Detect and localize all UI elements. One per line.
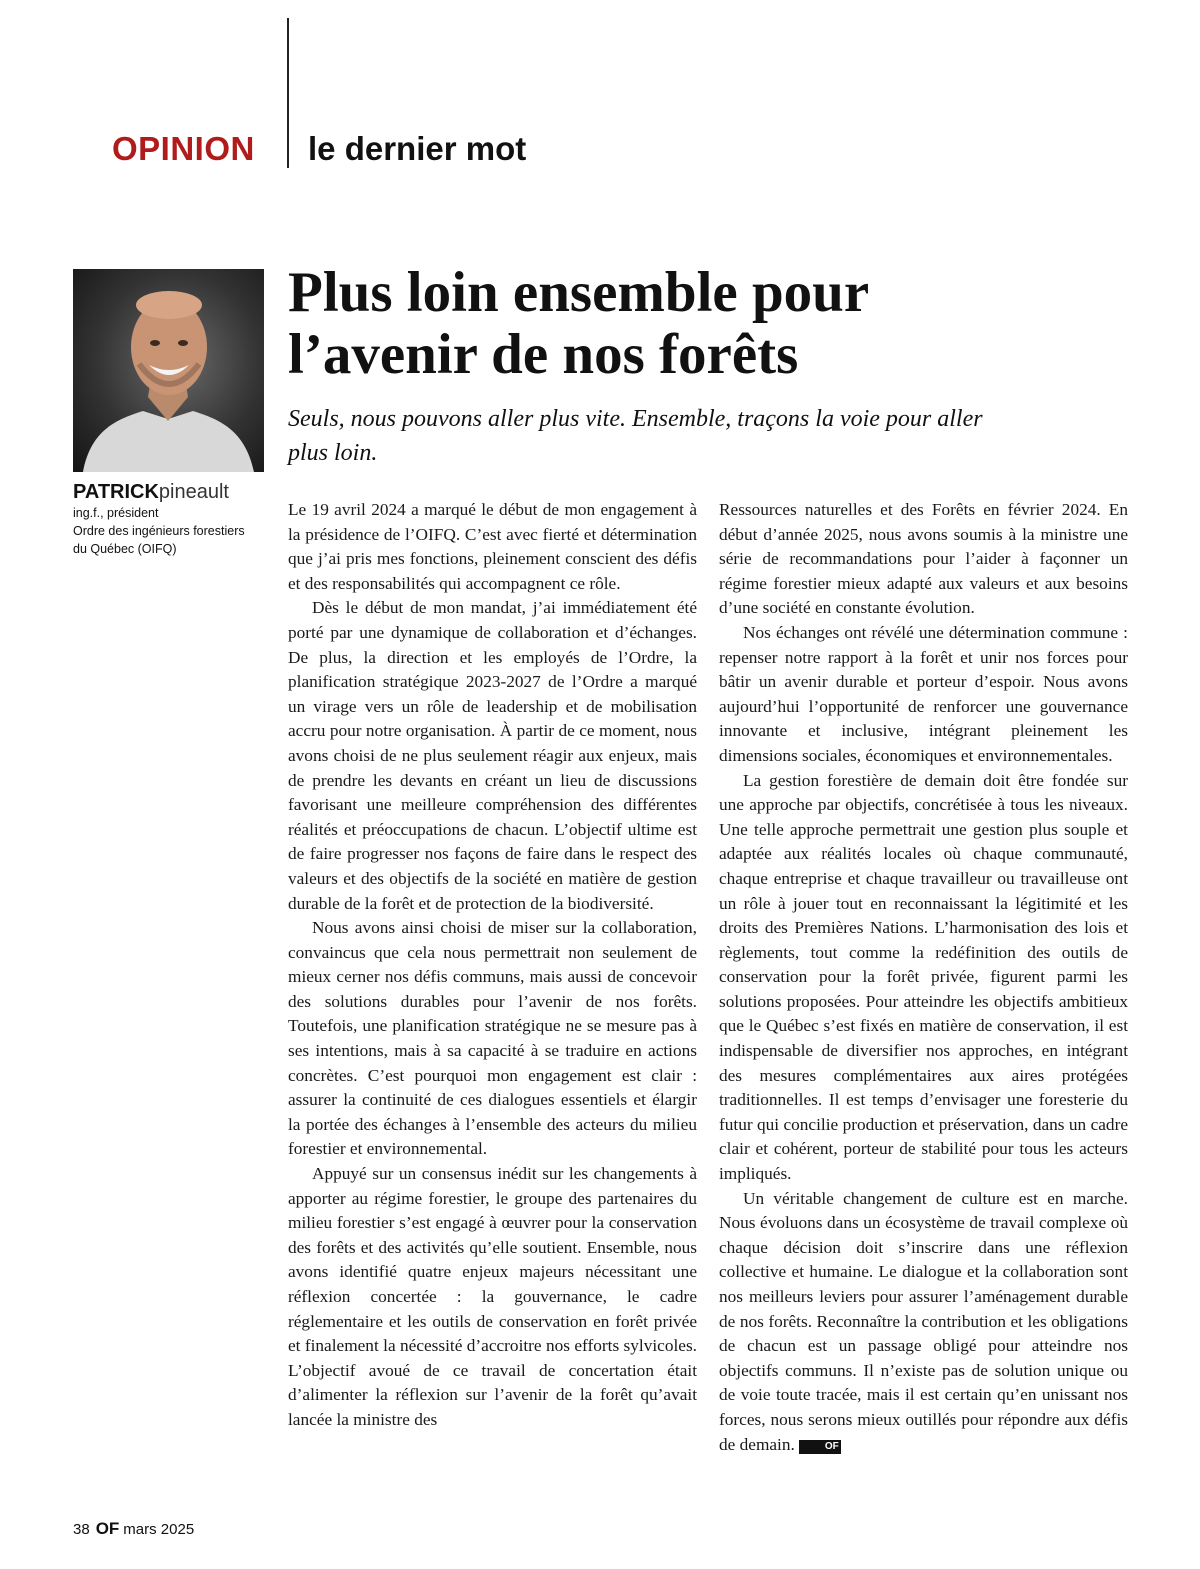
paragraph: Nos échanges ont révélé une détermination commune : repenser notre rapport à la forêt et unir nos forces pour bâtir un avenir durable et porteur d’espoir. Nous avons aujourd’hui l’opportunité de renforcer une gouvernance innovante et inclusive, intégrant pleinement les dimensions sociales, économiques et environnementales. — [719, 622, 1128, 765]
page-number: 38 — [73, 1521, 90, 1538]
author-name — [73, 481, 229, 504]
author-photo — [73, 269, 264, 472]
paragraph-final — [719, 1187, 1128, 1458]
paragraph: Le 19 avril 2024 a marqué le début de mon engagement à la présidence de l’OIFQ. C’est avec fierté et détermination que j’ai pris mes fonctions, pleinement conscient des défis et des responsabilités qui accompagnent ce rôle. — [288, 500, 697, 593]
author-role: ing.f., président — [73, 506, 159, 520]
author-organization-line2: du Québec (OIFQ) — [73, 542, 177, 556]
paragraph: Appuyé sur un consensus inédit sur les changements à apporter au régime forestier, le groupe des partenaires du milieu forestier s’est engagé à œuvrer pour la conservation des forêts et des activités qu’elle soutient. Ensemble, nous avons identifié quatre enjeux majeurs nécessitant une réflexion concertée : la gouvernance, le cadre réglementaire et les outils de conservation en forêt privée et finalement la nécessité d’accroitre nos efforts sylvicoles. L’objectif avoué de ce travail de concertation était d’alimenter la réflexion sur l’avenir de la forêt qu’avait lancée la ministre des — [288, 1164, 697, 1429]
paragraph: Ressources naturelles et des Forêts en février 2024. En début d’année 2025, nous avons soumis à la ministre une série de recommandations pour l’aider à façonner un régime forestier mieux adapté aux valeurs et aux besoins d’une société en constante évolution. — [719, 500, 1128, 618]
header-divider — [287, 18, 289, 168]
article-title-line2: l’avenir de nos forêts — [288, 323, 799, 386]
author-portrait-icon — [73, 269, 264, 472]
article-deck-line1: Seuls, nous pouvons aller plus vite. Ensemble, traçons la voie pour aller — [288, 406, 983, 432]
body-column-right — [719, 498, 1128, 1457]
author-last-name: pineault — [158, 481, 229, 503]
section-label: OPINION — [112, 130, 255, 167]
paragraph: Dès le début de mon mandat, j’ai immédiatement été porté par une dynamique de collaboration et d’échanges. De plus, la direction et les employés de l’Ordre, la planification stratégique 2023-2027 de l’Ordre a marqué un virage vers un rôle de leadership et de mobilisation accru pour notre organisation. À partir de ce moment, nous avons choisi de ne plus seulement réagir aux enjeux, mais de prendre les devants en créant un lieu de discussions favorisant une meilleure compréhension des différentes réalités et préoccupations de chacun. L’objectif ultime est de faire progresser nos façons de faire dans le respect des valeurs et des objectifs de la société en matière de gestion durable de la forêt et de protection de la biodiversité. — [288, 598, 697, 913]
end-mark-icon: OF — [799, 1440, 841, 1454]
author-organization-line1: Ordre des ingénieurs forestiers — [73, 524, 245, 538]
page-footer — [73, 1519, 194, 1539]
subsection-label: le dernier mot — [308, 130, 527, 167]
issue-date: mars 2025 — [123, 1521, 195, 1538]
magazine-name: OF — [95, 1519, 120, 1538]
article-deck-line2: plus loin. — [288, 440, 378, 466]
paragraph: Nous avons ainsi choisi de miser sur la collaboration, convaincus que cela nous permettrait non seulement de mieux cerner nos défis communs, mais aussi de concevoir des solutions durables pour l’avenir de nos forêts. Toutefois, une planification stratégique ne se mesure pas à ses intentions, mais à sa capacité à se traduire en actions concrètes. C’est pourquoi mon engagement est clair : assurer la continuité de ces dialogues essentiels et élargir la portée des échanges à l’ensemble des acteurs du milieu forestier et environnemental. — [288, 918, 697, 1159]
article-title-line1: Plus loin ensemble pour — [288, 261, 870, 324]
paragraph: La gestion forestière de demain doit être fondée sur une approche par objectifs, concrétisée à tous les niveaux. Une telle approche permettrait une gestion plus souple et adaptée aux réalités locales où chaque communauté, chaque entreprise et chaque travailleur ou travailleuse ont un rôle à jouer tout en reconnaissant la légitimité et les droits des Premières Nations. L’harmonisation des lois et règlements, tout comme la redéfinition des outils de conservation pour la forêt privée, figurent parmi les solutions proposées. Pour atteindre les objectifs ambitieux que le Québec s’est fixés en matière de conservation, il est indispensable de diversifier nos approches, en intégrant des mesures complémentaires aux aires protégées traditionnelles. Il est temps d’envisager une foresterie du futur qui concilie production et préservation, dans un cadre clair et cohérent, porteur de stabilité pour tous les acteurs impliqués. — [719, 770, 1128, 1184]
article-deck — [288, 402, 1148, 470]
author-first-name: PATRICK — [73, 481, 159, 503]
paragraph-final-text: Un véritable changement de culture est en marche. Nous évoluons dans un écosystème de travail complexe où chaque décision doit s’inscrire dans une réflexion collective et humaine. Le dialogue et la collaboration sont nos meilleurs leviers pour assurer l’aménagement durable de nos forêts. Reconnaître la contribution et les obligations de chacun est un passage obligé pour atteindre nos objectifs communs. Il n’existe pas de solution unique ou de voie toute tracée, mais il est certain qu’en unissant nos forces, nous serons mieux outillés pour répondre aux défis de demain. — [719, 1188, 1128, 1454]
article-title — [288, 262, 1138, 386]
body-column-left — [288, 498, 697, 1433]
